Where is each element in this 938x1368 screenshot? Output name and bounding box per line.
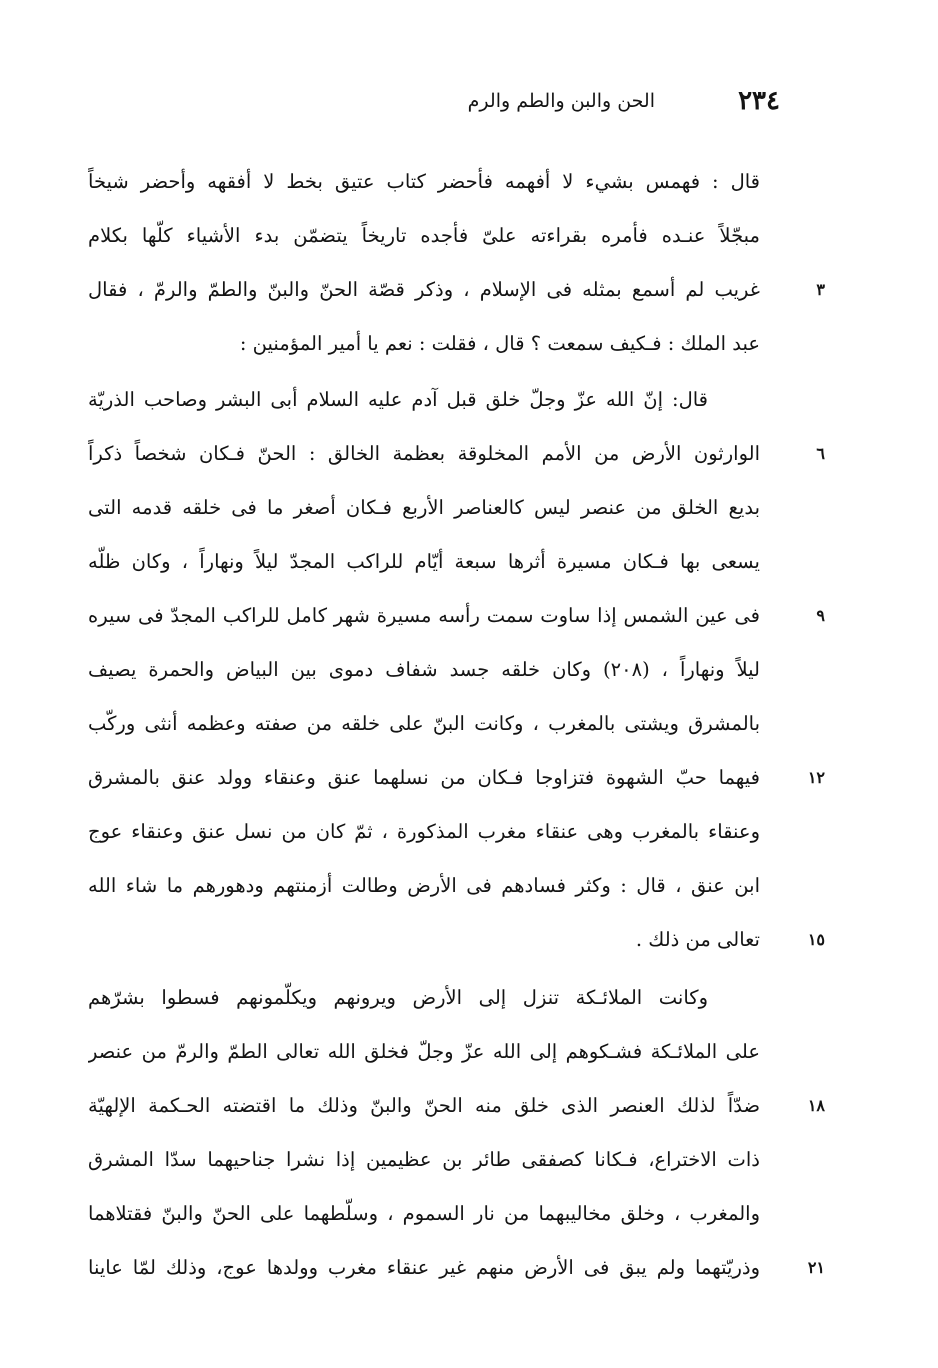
page-number: ٢٣٤	[738, 86, 780, 116]
text-line: ليلاً ونهاراً ، (٢٠٨) وكان خلقه جسد شفاف دموى بين البياض والحمرة يصيف	[88, 658, 760, 681]
text-line: عبد الملك : فـكيف سمعت ؟ قال ، فقلت : نعم يا أمير المؤمنين :	[239, 332, 760, 355]
line-number: ١٨	[807, 1096, 825, 1115]
text-line: غريب لم أسمع بمثله فى الإسلام ، وذكر قصّة الحنّ والبنّ والطمّ والرمّ ، فقال	[88, 278, 760, 301]
text-line: والمغرب ، وخلق مخاليبهما من نار السموم ، وسلّطهما على الحنّ والبنّ فقتلاهما	[88, 1202, 760, 1225]
line-number: ١٥	[807, 930, 825, 949]
text-line: مبجّلاً عنـده فأمره بقراءته علىّ فأجده تاريخاً يتضمّن بدء الأشياء كلّها بكلام	[88, 224, 760, 247]
text-line: وكانت الملائـكة تنزل إلى الأرض ويرونهم ويكلّمونهم فسطوا بشرّهم	[88, 986, 708, 1009]
page-header	[330, 86, 780, 126]
text-line: بديع الخلق من عنصر ليس كالعناصر الأربع فـكان أصغر ما فى خلقه قدمه التى	[88, 496, 760, 519]
text-line: فيهما حبّ الشهوة فتزاوجا فـكان من نسلهما عنق وعنقاء وولد عنق بالمشرق	[88, 766, 760, 789]
text-line: بالمشرق ويشتى بالمغرب ، وكانت البنّ على خلقه من صفته وعظمه أنثى وركّب	[88, 712, 760, 735]
text-line: وعنقاء بالمغرب وهى عنقاء مغرب المذكورة ، ثمّ كان من نسل عنق وعنقاء عوج	[88, 820, 760, 843]
text-line: يسعى بها فـكان مسيرة أثرها سبعة أيّام للراكب المجدّ ليلاً ونهاراً ، وكان ظلّه	[88, 550, 760, 573]
text-line: على الملائـكة فشـكوهم إلى الله عزّ وجلّ فخلق الله تعالى الطمّ والرمّ من عنصر	[88, 1040, 760, 1063]
line-number: ٦	[816, 444, 825, 463]
text-line: قال : فهمس بشيء لا أفهمه فأحضر كتاب عتيق بخط لا أفقهه وأحضر شيخاً	[88, 170, 760, 193]
text-line: قال: إنّ الله عزّ وجلّ خلق قبل آدم عليه السلام أبى البشر وصاحب الذريّة	[88, 388, 708, 411]
text-line: تعالى من ذلك .	[635, 928, 760, 951]
line-number: ٢١	[807, 1258, 825, 1277]
line-number: ١٢	[807, 768, 825, 787]
text-line: ابن عنق ، قال : وكثر فسادهم فى الأرض وطالت أزمنتهم ودهورهم ما شاء الله	[88, 874, 760, 897]
line-number: ٣	[816, 280, 825, 299]
text-line: الوارثون الأرض من الأمم المخلوقة بعظمة الخالق : الحنّ فـكان شخصاً ذكراً	[88, 442, 760, 465]
running-title: الحن والبن والطم والرم	[467, 90, 655, 112]
line-number: ٩	[816, 606, 825, 625]
text-line: ذات الاختراع، فـكانا كصفقى طائر بن عظيمين إذا نشرا جناحيهما سدّا المشرق	[88, 1148, 760, 1171]
text-line: ضدّاً لذلك العنصر الذى خلق منه الحنّ والبنّ وذلك ما اقتضته الحـكمة الإلهيّة	[88, 1094, 760, 1117]
text-line: فى عين الشمس إذا ساوت سمت رأسه مسيرة شهر كامل للراكب المجدّ فى سيره	[88, 604, 760, 627]
text-line: وذريّتهما ولم يبق فى الأرض منهم غير عنقاء مغرب وولدها عوج، وذلك لمّا عاينا	[88, 1256, 760, 1279]
